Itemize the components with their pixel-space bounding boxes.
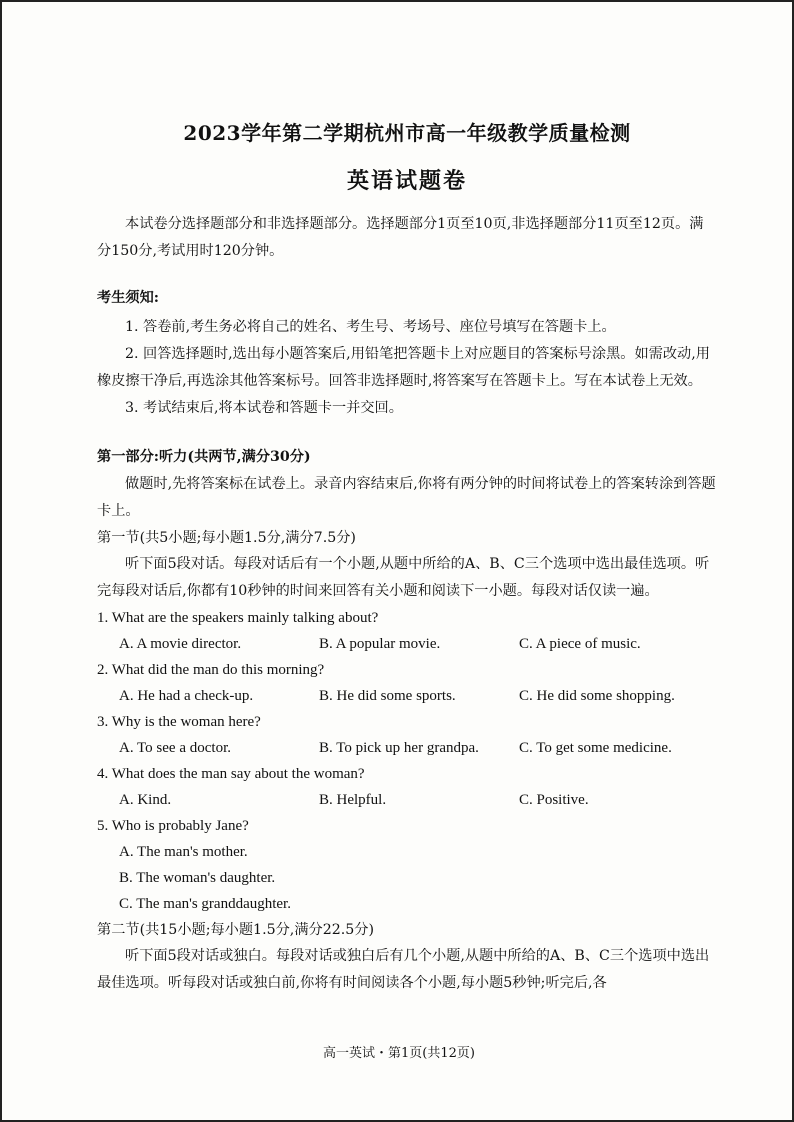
question-1-option-c: C. A piece of music.	[519, 636, 641, 652]
section1-heading: 第一节(共5小题;每小题1.5分,满分7.5分)	[97, 530, 356, 546]
question-2-options	[97, 683, 717, 709]
notice-item-3: 3. 考试结束后,将本试卷和答题卡一并交回。	[125, 400, 403, 416]
intro-paragraph: 本试卷分选择题部分和非选择题部分。选择题部分1页至10页,非选择题部分11页至12页。满分150分,考试用时120分钟。	[97, 216, 704, 259]
notice-item-1: 1. 答卷前,考生务必将自己的姓名、考生号、考场号、座位号填写在答题卡上。	[125, 319, 616, 335]
section2-heading: 第二节(共15小题;每小题1.5分,满分22.5分)	[97, 922, 375, 938]
question-3-option-a: A. To see a doctor.	[119, 740, 231, 756]
notice-heading: 考生须知:	[97, 290, 159, 306]
section1-instructions: 听下面5段对话。每段对话后有一个小题,从题中所给的A、B、C三个选项中选出最佳选项。听完每段对话后,你都有10秒钟的时间来回答有关小题和阅读下一小题。每段对话仅读一遍。	[97, 556, 710, 599]
question-5-option-a: A. The man's mother.	[119, 844, 248, 860]
question-4-option-a: A. Kind.	[119, 792, 172, 808]
question-3-stem: 3. Why is the woman here?	[97, 714, 261, 730]
question-4-options	[97, 787, 717, 813]
part1-instructions: 做题时,先将答案标在试卷上。录音内容结束后,你将有两分钟的时间将试卷上的答案转涂到答题卡上。	[97, 476, 716, 519]
part1-heading: 第一部分:听力(共两节,满分30分)	[97, 449, 311, 465]
page-content	[97, 117, 717, 997]
question-3-option-c: C. To get some medicine.	[519, 740, 672, 756]
exam-title: 2023学年第二学期杭州市高一年级教学质量检测	[183, 121, 631, 145]
section2-instructions: 听下面5段对话或独白。每段对话或独白后有几个小题,从题中所给的A、B、C三个选项中选出最佳选项。听每段对话或独白前,你将有时间阅读各个小题,每小题5秒钟;听完后,各	[97, 948, 710, 991]
question-4-option-c: C. Positive.	[519, 792, 589, 808]
question-2-option-a: A. He had a check-up.	[119, 688, 254, 704]
question-3-option-b: B. To pick up her grandpa.	[319, 740, 479, 756]
question-1-option-b: B. A popular movie.	[319, 636, 441, 652]
question-3-options	[97, 735, 717, 761]
page-footer: 高一英试・第1页(共12页)	[323, 1046, 475, 1061]
question-2-option-b: B. He did some sports.	[319, 688, 456, 704]
question-1-stem: 1. What are the speakers mainly talking about?	[97, 610, 379, 626]
question-1-option-a: A. A movie director.	[119, 636, 242, 652]
question-5-stem: 5. Who is probably Jane?	[97, 818, 249, 834]
question-5-option-c: C. The man's granddaughter.	[119, 896, 291, 912]
question-4-stem: 4. What does the man say about the woman?	[97, 766, 365, 782]
question-2-stem: 2. What did the man do this morning?	[97, 662, 325, 678]
notice-item-2: 2. 回答选择题时,选出每小题答案后,用铅笔把答题卡上对应题目的答案标号涂黑。如需改动,用橡皮擦干净后,再选涂其他答案标号。回答非选择题时,将答案写在答题卡上。写在本试卷上无效。	[97, 346, 710, 389]
question-4-option-b: B. Helpful.	[319, 792, 387, 808]
exam-subtitle: 英语试题卷	[346, 168, 467, 194]
question-2-option-c: C. He did some shopping.	[519, 688, 675, 704]
question-5-option-b: B. The woman's daughter.	[119, 870, 276, 886]
question-1-options	[97, 631, 717, 657]
